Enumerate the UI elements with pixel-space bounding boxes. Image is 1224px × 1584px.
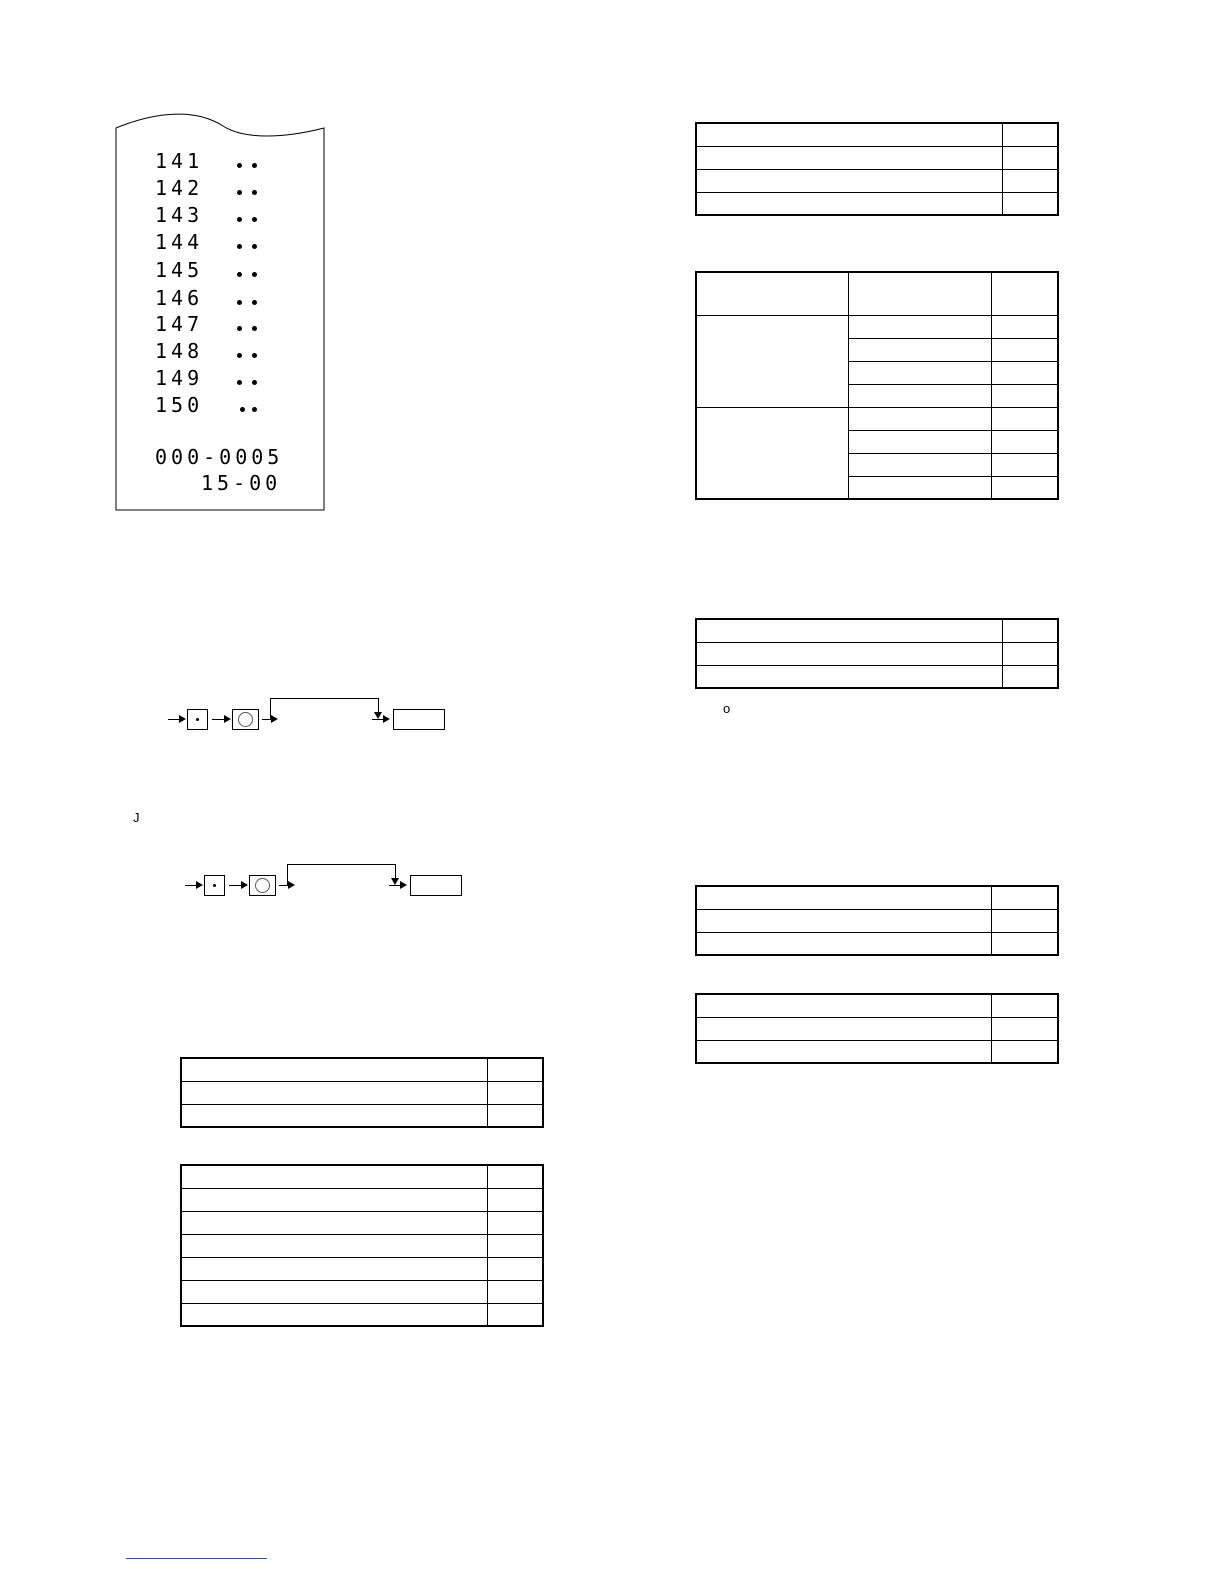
- receipt-dots: [235, 300, 259, 306]
- receipt-line-147: 147: [155, 312, 204, 336]
- left-table-2: [180, 1164, 544, 1327]
- receipt-footer-value: 15-00: [201, 471, 282, 495]
- footer-link-underline: [126, 1558, 267, 1559]
- receipt-line-142: 142: [155, 176, 204, 200]
- receipt-line-145: 145: [155, 258, 204, 282]
- receipt-dots: [235, 217, 259, 223]
- receipt-dots: [235, 190, 259, 196]
- entry-box: [393, 709, 445, 730]
- entry-box: [410, 875, 462, 896]
- left-table-1: [180, 1057, 544, 1128]
- circle-key: [249, 875, 276, 896]
- receipt-dots: [235, 407, 259, 413]
- decimal-key: [187, 709, 208, 730]
- right-table-2: [695, 271, 1059, 500]
- stray-mark-o: o: [723, 701, 731, 716]
- stray-mark-j: J: [133, 810, 140, 825]
- receipt-dots: [235, 326, 259, 332]
- receipt-line-141: 141: [155, 149, 204, 173]
- receipt-line-148: 148: [155, 339, 204, 363]
- receipt-dots: [235, 244, 259, 250]
- right-table-4: [695, 885, 1059, 956]
- receipt-printout: [115, 110, 325, 511]
- decimal-key: [204, 875, 225, 896]
- receipt-line-149: 149: [155, 366, 204, 390]
- receipt-line-150: 150: [155, 393, 204, 417]
- right-table-5: [695, 993, 1059, 1064]
- receipt-dots: [235, 272, 259, 278]
- receipt-footer-code: 000-0005: [155, 445, 284, 469]
- receipt-line-143: 143: [155, 203, 204, 227]
- circle-key: [232, 709, 259, 730]
- receipt-line-146: 146: [155, 286, 204, 310]
- receipt-line-144: 144: [155, 230, 204, 254]
- right-table-3: [695, 618, 1059, 689]
- receipt-dots: [235, 380, 259, 386]
- receipt-dots: [235, 353, 259, 359]
- right-table-1: [695, 122, 1059, 216]
- receipt-dots: [235, 163, 259, 169]
